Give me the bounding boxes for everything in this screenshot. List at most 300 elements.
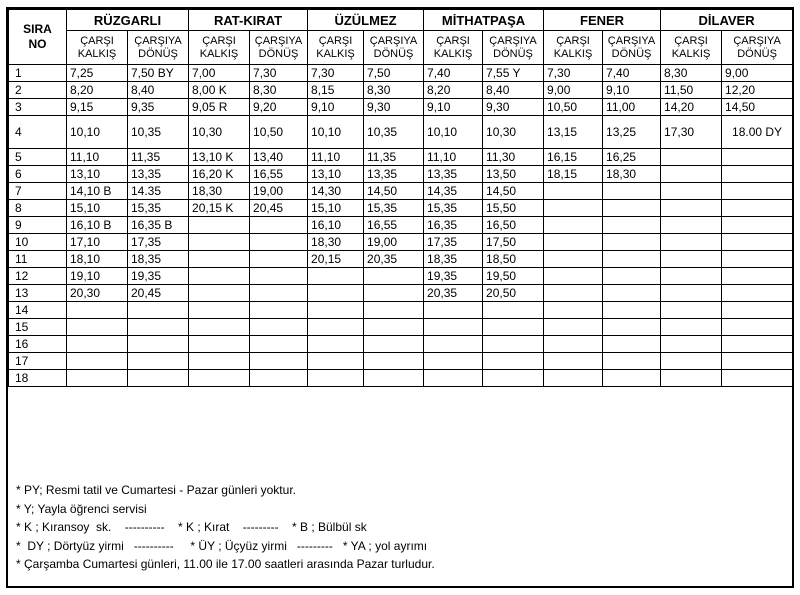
row-number: 17 [9, 353, 67, 370]
time-cell [603, 268, 661, 285]
time-cell: 11,30 [483, 149, 544, 166]
time-cell [544, 234, 603, 251]
time-cell: 20,50 [483, 285, 544, 302]
time-cell: 7,30 [544, 65, 603, 82]
time-cell: 8,40 [128, 82, 189, 99]
time-cell [308, 336, 364, 353]
subheader-line: DÖNÜŞ [258, 47, 299, 60]
time-cell [661, 268, 722, 285]
table-row [9, 166, 793, 183]
return-header [250, 31, 308, 65]
sira-label: SIRA [23, 22, 52, 36]
return-header [128, 31, 189, 65]
time-cell: 7,50 BY [128, 65, 189, 82]
time-cell: 8,00 K [189, 82, 250, 99]
time-cell: 14,50 [483, 183, 544, 200]
time-cell: 13,25 [603, 116, 661, 149]
time-cell: 10,10 [424, 116, 483, 149]
time-cell: 9,15 [67, 99, 128, 116]
time-cell [722, 319, 793, 336]
return-header [722, 31, 793, 65]
footnote-line: * DY ; Dörtyüz yirmi ---------- * ÜY ; Üçyüz yirmi --------- * YA ; yol ayrımı [16, 538, 428, 553]
time-cell: 18,30 [189, 183, 250, 200]
time-cell: 14,30 [308, 183, 364, 200]
time-cell: 10,10 [308, 116, 364, 149]
subheader-line: ÇARŞIYA [607, 34, 656, 47]
time-cell [661, 319, 722, 336]
time-cell: 13,10 [67, 166, 128, 183]
time-cell: 9,20 [250, 99, 308, 116]
time-cell [661, 251, 722, 268]
footnote-line: * PY; Resmi tatil ve Cumartesi - Pazar günleri yoktur. [16, 483, 296, 497]
subheader-line: ÇARŞI [436, 34, 470, 47]
time-cell: 9,10 [424, 99, 483, 116]
time-cell [128, 370, 189, 387]
time-cell [308, 370, 364, 387]
time-cell [189, 217, 250, 234]
subheader-line: ÇARŞIYA [489, 34, 537, 47]
time-cell [424, 336, 483, 353]
time-cell [483, 319, 544, 336]
subheader-line: KALKIŞ [77, 47, 117, 60]
time-cell: 19,10 [67, 268, 128, 285]
time-cell [250, 268, 308, 285]
time-cell [128, 319, 189, 336]
time-cell: 11,10 [424, 149, 483, 166]
time-cell [544, 217, 603, 234]
subheader-line: DÖNÜŞ [611, 47, 652, 60]
time-cell: 16,35 B [128, 217, 189, 234]
time-cell: 9,00 [544, 82, 603, 99]
time-cell: 11,50 [661, 82, 722, 99]
footnote-line: * Çarşamba Cumartesi günleri, 11.00 ile 17.00 saatleri arasında Pazar turludur. [16, 557, 435, 571]
row-number: 2 [9, 82, 67, 99]
time-cell: 19,00 [250, 183, 308, 200]
table-row [9, 183, 793, 200]
time-cell [250, 217, 308, 234]
row-number: 16 [9, 336, 67, 353]
row-number: 18 [9, 370, 67, 387]
subheader-line: KALKIŞ [553, 47, 593, 60]
table-row [9, 268, 793, 285]
time-cell: 14,35 [424, 183, 483, 200]
time-cell [189, 336, 250, 353]
row-number: 11 [9, 251, 67, 268]
subheader-line: ÇARŞIYA [134, 34, 182, 47]
time-cell: 16,10 B [67, 217, 128, 234]
time-cell: 8,30 [250, 82, 308, 99]
time-cell [544, 268, 603, 285]
row-number: 3 [9, 99, 67, 116]
time-cell: 8,40 [483, 82, 544, 99]
subheader-line: DÖNÜŞ [493, 47, 533, 60]
time-cell [603, 251, 661, 268]
time-cell: 20,45 [128, 285, 189, 302]
time-cell: 17,35 [424, 234, 483, 251]
time-cell [424, 353, 483, 370]
table-row [9, 149, 793, 166]
time-cell [424, 302, 483, 319]
time-cell: 14,20 [661, 99, 722, 116]
departure-header [544, 31, 603, 65]
time-cell [661, 336, 722, 353]
subheader-line: ÇARŞIYA [369, 34, 418, 47]
time-cell: 18,10 [67, 251, 128, 268]
time-cell [67, 302, 128, 319]
time-cell: 7,40 [603, 65, 661, 82]
time-cell: 16,35 [424, 217, 483, 234]
footnote-line: * K ; Kıransoy sk. ---------- * K ; Kırat --------- * B ; Bülbül sk [16, 520, 367, 534]
table-row [9, 370, 793, 387]
time-cell: 9,10 [603, 82, 661, 99]
subheader-line: KALKIŞ [671, 47, 711, 60]
subheader-line: ÇARŞI [556, 34, 590, 47]
time-cell: 7,30 [250, 65, 308, 82]
departure-header [189, 31, 250, 65]
time-cell [544, 302, 603, 319]
row-number: 8 [9, 200, 67, 217]
time-cell [603, 200, 661, 217]
time-cell [189, 268, 250, 285]
time-cell [722, 353, 793, 370]
time-cell [661, 353, 722, 370]
time-cell: 11,35 [128, 149, 189, 166]
time-cell: 17,35 [128, 234, 189, 251]
sira-no-header [9, 10, 67, 65]
time-cell [424, 370, 483, 387]
time-cell: 16,10 [308, 217, 364, 234]
time-cell: 9,30 [483, 99, 544, 116]
time-cell [603, 285, 661, 302]
schedule-sheet [6, 7, 794, 588]
time-cell [722, 370, 793, 387]
table-row [9, 234, 793, 251]
row-number: 12 [9, 268, 67, 285]
table-row [9, 336, 793, 353]
time-cell [364, 353, 424, 370]
time-cell: 7,55 Y [483, 65, 544, 82]
time-cell: 10,10 [67, 116, 128, 149]
return-header [483, 31, 544, 65]
table-row [9, 217, 793, 234]
time-cell [661, 217, 722, 234]
time-cell [364, 370, 424, 387]
subheader-line: ÇARŞI [202, 34, 236, 47]
return-header [364, 31, 424, 65]
time-cell: 20,15 [308, 251, 364, 268]
time-cell [661, 302, 722, 319]
time-cell: 10,50 [544, 99, 603, 116]
time-cell: 13,35 [364, 166, 424, 183]
time-cell: 17,30 [661, 116, 722, 149]
table-row [9, 251, 793, 268]
time-cell [603, 302, 661, 319]
time-cell [603, 336, 661, 353]
time-cell: 15,35 [364, 200, 424, 217]
time-cell: 10,35 [364, 116, 424, 149]
time-cell: 8,20 [424, 82, 483, 99]
time-cell [722, 234, 793, 251]
table-row [9, 319, 793, 336]
time-cell [661, 285, 722, 302]
time-cell: 16,50 [483, 217, 544, 234]
time-cell: 13,35 [128, 166, 189, 183]
time-cell [661, 370, 722, 387]
time-cell: 8,30 [661, 65, 722, 82]
time-cell: 8,15 [308, 82, 364, 99]
subheader-line: KALKIŞ [433, 47, 473, 60]
time-cell [661, 166, 722, 183]
time-cell [250, 370, 308, 387]
time-cell [189, 370, 250, 387]
row-number: 6 [9, 166, 67, 183]
time-cell: 7,30 [308, 65, 364, 82]
time-cell [67, 353, 128, 370]
time-cell [661, 149, 722, 166]
subheader-line: ÇARŞIYA [733, 34, 781, 47]
time-cell [308, 285, 364, 302]
time-cell: 14.35 [128, 183, 189, 200]
time-cell: 20,35 [364, 251, 424, 268]
time-cell [483, 302, 544, 319]
route-header: RAT-KIRAT [189, 10, 308, 31]
time-cell: 16,25 [603, 149, 661, 166]
time-cell [722, 149, 793, 166]
time-cell: 7,25 [67, 65, 128, 82]
time-cell: 20,30 [67, 285, 128, 302]
time-cell: 9,00 [722, 65, 793, 82]
bus-schedule-table [8, 9, 793, 387]
subheader-line: ÇARŞI [674, 34, 708, 47]
time-cell [364, 336, 424, 353]
time-cell [661, 234, 722, 251]
row-number: 7 [9, 183, 67, 200]
time-cell [364, 319, 424, 336]
time-cell: 11,10 [308, 149, 364, 166]
time-cell: 10,30 [189, 116, 250, 149]
time-cell [603, 353, 661, 370]
time-cell: 9,30 [364, 99, 424, 116]
time-cell [544, 319, 603, 336]
time-cell: 14,10 B [67, 183, 128, 200]
time-cell: 16,20 K [189, 166, 250, 183]
row-number: 1 [9, 65, 67, 82]
time-cell: 19,00 [364, 234, 424, 251]
time-cell [722, 302, 793, 319]
footnotes [16, 481, 435, 574]
time-cell [67, 370, 128, 387]
route-header: RÜZGARLI [67, 10, 189, 31]
time-cell: 15,10 [67, 200, 128, 217]
time-cell [250, 319, 308, 336]
time-cell: 13,35 [424, 166, 483, 183]
time-cell: 19,50 [483, 268, 544, 285]
time-cell: 11,35 [364, 149, 424, 166]
time-cell [308, 353, 364, 370]
time-cell: 13,40 [250, 149, 308, 166]
return-header [603, 31, 661, 65]
time-cell [189, 285, 250, 302]
time-cell: 14,50 [722, 99, 793, 116]
time-cell [483, 353, 544, 370]
time-cell [189, 234, 250, 251]
time-cell [722, 251, 793, 268]
time-cell: 19,35 [424, 268, 483, 285]
time-cell [483, 370, 544, 387]
time-cell: 13,10 [308, 166, 364, 183]
time-cell [603, 217, 661, 234]
time-cell: 7,40 [424, 65, 483, 82]
subheader-line: ÇARŞIYA [254, 34, 303, 47]
time-cell: 12,20 [722, 82, 793, 99]
table-row [9, 116, 793, 149]
time-cell: 17,10 [67, 234, 128, 251]
table-row [9, 353, 793, 370]
time-cell [364, 302, 424, 319]
time-cell: 11,10 [67, 149, 128, 166]
time-cell [250, 353, 308, 370]
time-cell [250, 285, 308, 302]
table-row [9, 285, 793, 302]
time-cell [722, 268, 793, 285]
time-cell [250, 336, 308, 353]
time-cell [661, 200, 722, 217]
time-cell: 18,15 [544, 166, 603, 183]
time-cell [722, 217, 793, 234]
time-cell [308, 268, 364, 285]
time-cell: 17,50 [483, 234, 544, 251]
time-cell [722, 200, 793, 217]
table-row [9, 65, 793, 82]
time-cell [603, 319, 661, 336]
time-cell [128, 353, 189, 370]
row-number: 14 [9, 302, 67, 319]
time-cell [308, 302, 364, 319]
time-cell [544, 200, 603, 217]
time-cell: 16,15 [544, 149, 603, 166]
time-cell [603, 234, 661, 251]
time-cell [189, 251, 250, 268]
time-cell [483, 336, 544, 353]
time-cell: 10,50 [250, 116, 308, 149]
subheader-line: ÇARŞI [80, 34, 114, 47]
time-cell: 15,10 [308, 200, 364, 217]
time-cell [250, 251, 308, 268]
subheader-line: DÖNÜŞ [737, 47, 777, 60]
time-cell: 15,35 [424, 200, 483, 217]
time-cell [544, 336, 603, 353]
time-cell [364, 285, 424, 302]
table-row [9, 200, 793, 217]
time-cell: 14,50 [364, 183, 424, 200]
time-cell: 18.00 DY [722, 116, 793, 149]
subheader-line: DÖNÜŞ [373, 47, 414, 60]
time-cell: 8,30 [364, 82, 424, 99]
row-number: 10 [9, 234, 67, 251]
time-cell [544, 183, 603, 200]
time-cell: 10,30 [483, 116, 544, 149]
row-number: 9 [9, 217, 67, 234]
time-cell [189, 353, 250, 370]
time-cell [128, 302, 189, 319]
time-cell: 18,35 [128, 251, 189, 268]
route-header: MİTHATPAŞA [424, 10, 544, 31]
time-cell: 9,05 R [189, 99, 250, 116]
row-number: 4 [9, 116, 67, 149]
time-cell [364, 268, 424, 285]
no-label: NO [28, 37, 47, 51]
time-cell: 7,00 [189, 65, 250, 82]
subheader-line: ÇARŞI [318, 34, 353, 47]
time-cell [544, 251, 603, 268]
time-cell [128, 336, 189, 353]
row-number: 5 [9, 149, 67, 166]
time-cell: 20,35 [424, 285, 483, 302]
time-cell: 18,30 [308, 234, 364, 251]
time-cell: 13,10 K [189, 149, 250, 166]
table-row [9, 82, 793, 99]
time-cell [544, 353, 603, 370]
time-cell [603, 183, 661, 200]
time-cell [603, 370, 661, 387]
time-cell [424, 319, 483, 336]
time-cell: 18,30 [603, 166, 661, 183]
time-cell [189, 319, 250, 336]
departure-header [424, 31, 483, 65]
time-cell: 13,50 [483, 166, 544, 183]
subheader-line: KALKIŞ [199, 47, 239, 60]
time-cell [250, 234, 308, 251]
time-cell: 9,35 [128, 99, 189, 116]
time-cell: 7,50 [364, 65, 424, 82]
row-number: 13 [9, 285, 67, 302]
time-cell [67, 319, 128, 336]
table-row [9, 302, 793, 319]
time-cell: 11,00 [603, 99, 661, 116]
time-cell: 13,15 [544, 116, 603, 149]
route-header: ÜZÜLMEZ [308, 10, 424, 31]
time-cell [544, 285, 603, 302]
time-cell: 20,45 [250, 200, 308, 217]
row-number: 15 [9, 319, 67, 336]
time-cell [722, 183, 793, 200]
time-cell [722, 336, 793, 353]
time-cell: 10,35 [128, 116, 189, 149]
time-cell: 15,50 [483, 200, 544, 217]
time-cell [722, 285, 793, 302]
time-cell: 15,35 [128, 200, 189, 217]
time-cell [189, 302, 250, 319]
time-cell [308, 319, 364, 336]
subheader-line: KALKIŞ [316, 47, 355, 60]
footnote-line: * Y; Yayla öğrenci servisi [16, 501, 147, 516]
time-cell [544, 370, 603, 387]
departure-header [67, 31, 128, 65]
route-header: DİLAVER [661, 10, 793, 31]
table-row [9, 99, 793, 116]
time-cell: 16,55 [364, 217, 424, 234]
time-cell [722, 166, 793, 183]
time-cell [67, 336, 128, 353]
departure-header [661, 31, 722, 65]
route-header: FENER [544, 10, 661, 31]
time-cell: 18,35 [424, 251, 483, 268]
time-cell [250, 302, 308, 319]
time-cell: 20,15 K [189, 200, 250, 217]
time-cell: 18,50 [483, 251, 544, 268]
time-cell: 19,35 [128, 268, 189, 285]
departure-header [308, 31, 364, 65]
